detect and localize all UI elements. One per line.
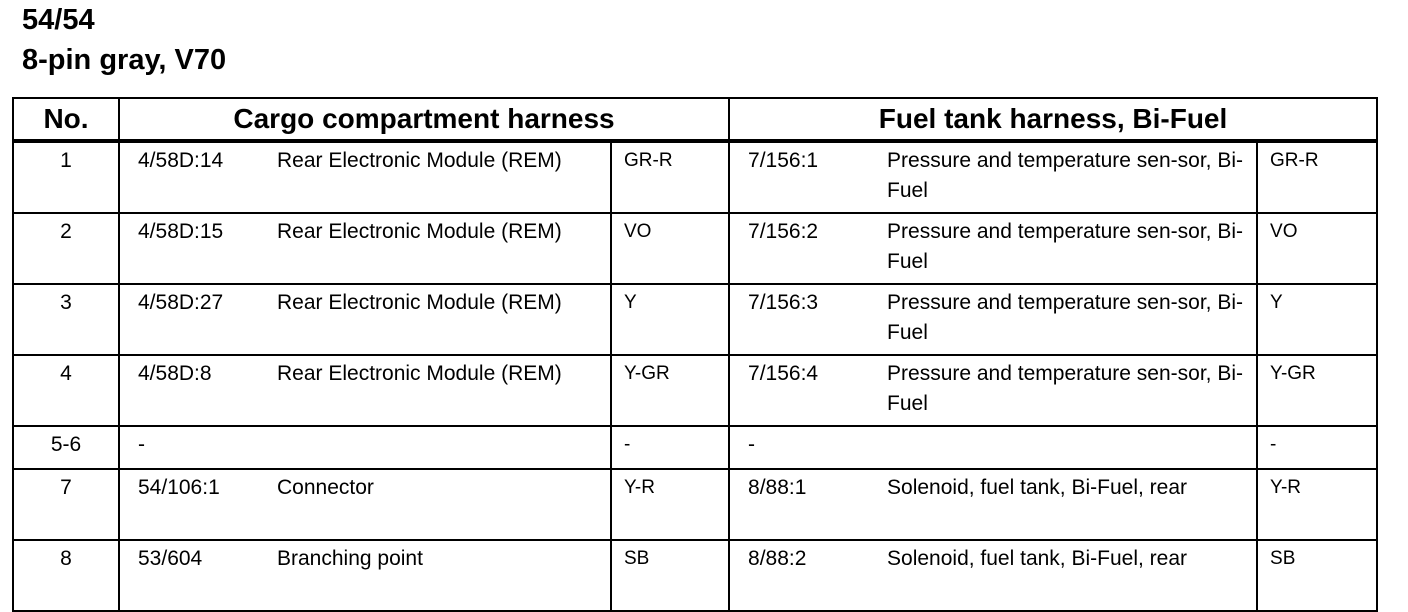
cargo-wire-color: GR-R bbox=[611, 141, 729, 213]
fuel-wire-color: VO bbox=[1257, 213, 1377, 284]
fuel-wire-color: GR-R bbox=[1257, 141, 1377, 213]
fuel-wire-color: - bbox=[1257, 426, 1377, 469]
connector-description-heading: 8-pin gray, V70 bbox=[22, 44, 227, 76]
cargo-component-id: 54/106:1 bbox=[119, 469, 259, 540]
fuel-component-description: Pressure and temperature sen-sor, Bi-Fuel bbox=[869, 284, 1257, 355]
cargo-component-description: Branching point bbox=[259, 540, 611, 611]
cargo-component-description: Rear Electronic Module (REM) bbox=[259, 141, 611, 213]
cargo-wire-color: Y-GR bbox=[611, 355, 729, 426]
table-row bbox=[13, 213, 1377, 284]
fuel-wire-color: Y-R bbox=[1257, 469, 1377, 540]
fuel-component-description bbox=[869, 426, 1257, 469]
cargo-component-description bbox=[259, 426, 611, 469]
pin-number: 4 bbox=[13, 355, 119, 426]
fuel-wire-color: SB bbox=[1257, 540, 1377, 611]
fuel-component-id: 7/156:3 bbox=[729, 284, 869, 355]
cargo-component-id: 4/58D:27 bbox=[119, 284, 259, 355]
cargo-component-description: Rear Electronic Module (REM) bbox=[259, 213, 611, 284]
fuel-wire-color: Y bbox=[1257, 284, 1377, 355]
cargo-component-description: Connector bbox=[259, 469, 611, 540]
table-row bbox=[13, 540, 1377, 611]
connector-id-heading: 54/54 bbox=[22, 4, 95, 36]
pin-number: 1 bbox=[13, 141, 119, 213]
fuel-component-description: Pressure and temperature sen-sor, Bi-Fuel bbox=[869, 355, 1257, 426]
cargo-wire-color: - bbox=[611, 426, 729, 469]
fuel-component-id: 7/156:1 bbox=[729, 141, 869, 213]
column-header-no: No. bbox=[13, 98, 119, 141]
pin-assignment-table bbox=[12, 97, 1378, 612]
fuel-component-id: - bbox=[729, 426, 869, 469]
table-row bbox=[13, 426, 1377, 469]
pin-number: 2 bbox=[13, 213, 119, 284]
fuel-component-id: 7/156:4 bbox=[729, 355, 869, 426]
cargo-wire-color: Y bbox=[611, 284, 729, 355]
cargo-component-id: 53/604 bbox=[119, 540, 259, 611]
cargo-component-id: 4/58D:14 bbox=[119, 141, 259, 213]
cargo-component-id: - bbox=[119, 426, 259, 469]
fuel-component-description: Pressure and temperature sen-sor, Bi-Fuel bbox=[869, 141, 1257, 213]
cargo-wire-color: SB bbox=[611, 540, 729, 611]
cargo-wire-color: VO bbox=[611, 213, 729, 284]
pin-number: 3 bbox=[13, 284, 119, 355]
column-header-cargo-harness: Cargo compartment harness bbox=[119, 98, 729, 141]
column-header-fuel-harness: Fuel tank harness, Bi-Fuel bbox=[729, 98, 1377, 141]
fuel-component-description: Solenoid, fuel tank, Bi-Fuel, rear bbox=[869, 469, 1257, 540]
fuel-component-id: 7/156:2 bbox=[729, 213, 869, 284]
fuel-component-description: Pressure and temperature sen-sor, Bi-Fuel bbox=[869, 213, 1257, 284]
fuel-wire-color: Y-GR bbox=[1257, 355, 1377, 426]
table-row bbox=[13, 141, 1377, 213]
cargo-component-description: Rear Electronic Module (REM) bbox=[259, 355, 611, 426]
pin-number: 7 bbox=[13, 469, 119, 540]
cargo-wire-color: Y-R bbox=[611, 469, 729, 540]
pin-number: 8 bbox=[13, 540, 119, 611]
table-row bbox=[13, 284, 1377, 355]
table-row bbox=[13, 469, 1377, 540]
pin-number: 5-6 bbox=[13, 426, 119, 469]
cargo-component-id: 4/58D:15 bbox=[119, 213, 259, 284]
cargo-component-description: Rear Electronic Module (REM) bbox=[259, 284, 611, 355]
fuel-component-id: 8/88:1 bbox=[729, 469, 869, 540]
fuel-component-id: 8/88:2 bbox=[729, 540, 869, 611]
cargo-component-id: 4/58D:8 bbox=[119, 355, 259, 426]
fuel-component-description: Solenoid, fuel tank, Bi-Fuel, rear bbox=[869, 540, 1257, 611]
table-row bbox=[13, 355, 1377, 426]
table-header-row bbox=[13, 98, 1377, 141]
